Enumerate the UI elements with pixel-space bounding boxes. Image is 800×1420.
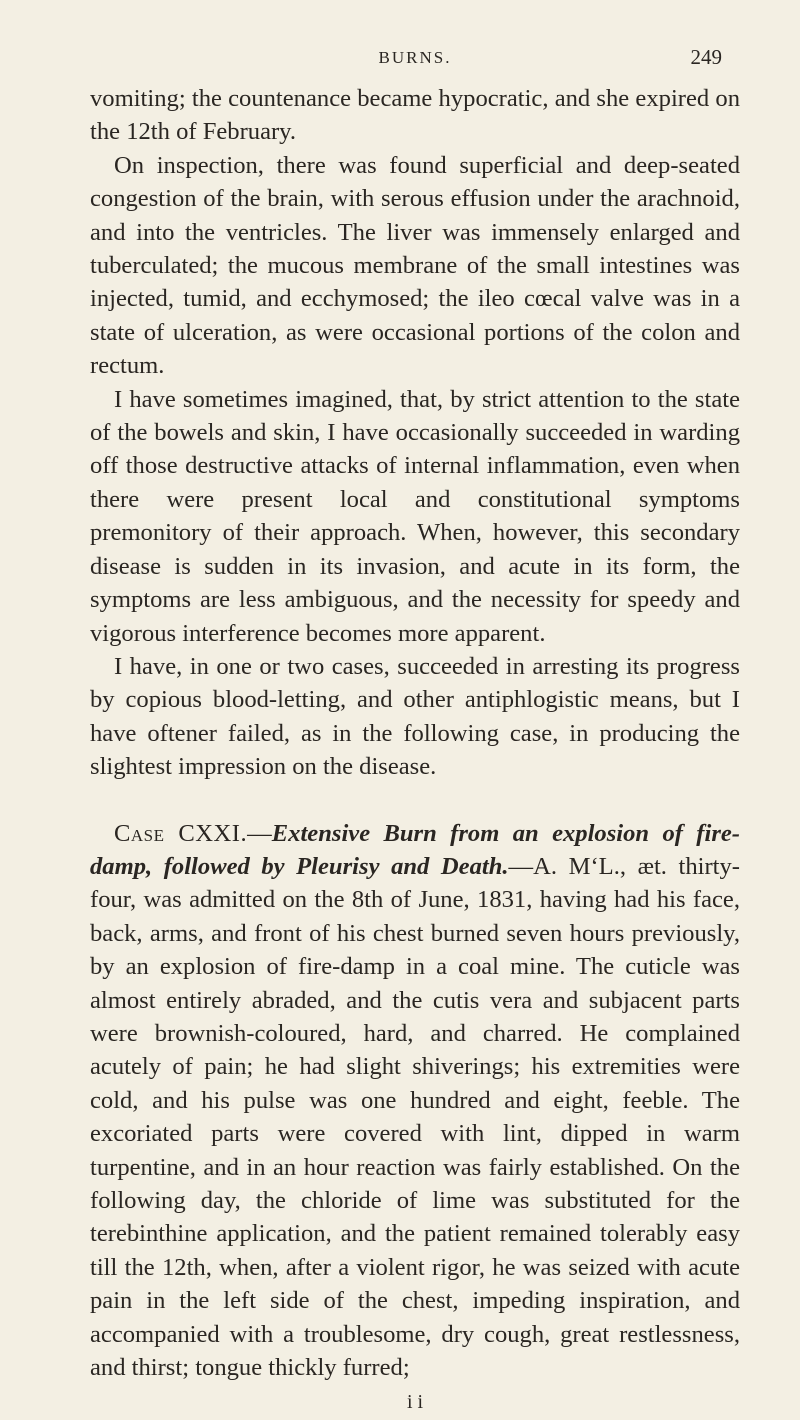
case-label: Case CXXI.: [114, 819, 248, 847]
paragraph-imagined: I have sometimes imagined, that, by strict attention to the state of the bowels and skin, I have occasionally succeeded in warding off those destructive attacks of internal inflammation, even when there were present local and constitutional symptoms premonitory of their approach. When, however, this secondary disease is sudden in its invasion, and acute in its form, the symptoms are less ambiguous, and the necessity for speedy and vigorous interference becomes more apparent.: [90, 385, 740, 647]
signature-mark: i i: [406, 1391, 424, 1414]
body-text: [90, 82, 740, 1420]
case-text: —A. M‘L., æt. thirty-four, was admitted on the 8th of June, 1831, having had his face, back, arms, and front of his chest burned seven hours previously, by an explosion of fire-damp in a coal mine. The cuticle was almost entirely abraded, and the cutis vera and subjacent parts were brownish-coloured, hard, and charred. He complained acutely of pain; he had slight shiverings; his extremities were cold, and his pulse was one hundred and eight, feeble. The excoriated parts were covered with lint, dipped in warm turpentine, and in an hour reaction was fairly established. On the following day, the chloride of lime was substituted for the terebinthine application, and the patient remained tolerably easy till the 12th, when, after a violent rigor, he was seized with acute pain in the left side of the chest, impeding inspiration, and accompanied with a troublesome, dry cough, great restlessness, and thirst; tongue thickly furred;: [90, 852, 740, 1382]
case-dash: —: [247, 819, 272, 847]
running-title: BURNS.: [378, 48, 452, 67]
page-number: 249: [690, 45, 722, 69]
running-head: [90, 0, 740, 70]
paragraph-bloodletting: I have, in one or two cases, succeeded in arresting its progress by copious blood-letting, and other antiphlogistic means, but I have oftener failed, as in the following case, in producing the slightest impression on the disease.: [90, 652, 740, 781]
case-title: Extensive Burn from an explosion of fire-damp, followed by Pleurisy and Death.: [90, 819, 740, 880]
case-paragraph: [90, 817, 740, 1385]
paragraph-inspection: On inspection, there was found superficial and deep-seated congestion of the brain, with serous effusion under the arachnoid, and into the ventricles. The liver was immensely enlarged and tuberculated; the mucous membrane of the small intestines was injected, tumid, and ecchymosed; the ileo cœcal valve was in a state of ulceration, as were occasional portions of the colon and rectum.: [90, 151, 740, 380]
paragraph-continued: vomiting; the countenance became hypocratic, and she expired on the 12th of February.: [90, 85, 740, 146]
